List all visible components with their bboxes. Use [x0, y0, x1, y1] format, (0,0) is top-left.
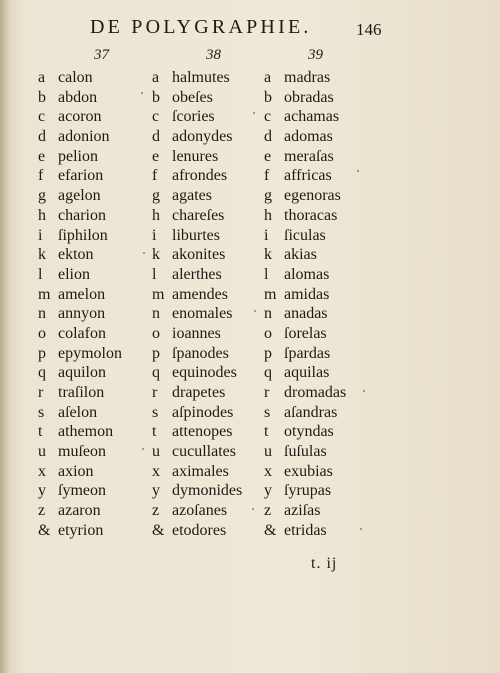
cipher-word: etodores: [172, 521, 227, 539]
cipher-row: [152, 442, 242, 462]
cipher-row: [152, 383, 242, 403]
row-letter: h: [152, 206, 160, 224]
cipher-word: axion: [58, 462, 94, 480]
cipher-row: [152, 147, 242, 167]
cipher-row: [264, 462, 346, 482]
cipher-row: [264, 344, 346, 364]
row-letter: g: [38, 187, 46, 205]
cipher-row: [38, 206, 122, 226]
cipher-word: athemon: [58, 423, 114, 441]
cipher-word: ſuſulas: [284, 443, 327, 461]
column-number-37: 37: [94, 47, 109, 63]
cipher-row: [38, 186, 122, 206]
row-letter: f: [264, 167, 270, 185]
row-letter: &: [38, 521, 51, 539]
cipher-word: dymonides: [172, 482, 243, 500]
row-letter: n: [264, 305, 272, 323]
row-letter: y: [264, 482, 272, 500]
cipher-row: [264, 501, 346, 521]
row-letter: z: [264, 502, 272, 520]
cipher-word: akias: [284, 246, 317, 264]
cipher-word: agates: [172, 187, 212, 205]
cipher-row: [152, 501, 242, 521]
cipher-row: [264, 147, 346, 167]
cipher-row: [264, 127, 346, 147]
row-letter: r: [264, 384, 270, 401]
cipher-word: exubias: [284, 462, 333, 480]
cipher-word: ſiphilon: [58, 226, 108, 244]
cipher-row: [38, 501, 122, 521]
cipher-row: [38, 521, 122, 541]
cipher-word: ſcories: [172, 108, 215, 126]
cipher-row: [38, 68, 122, 88]
cipher-word: equinodes: [172, 364, 237, 382]
row-letter: u: [152, 443, 160, 461]
cipher-word: ſpanodes: [172, 344, 229, 362]
cipher-row: [264, 107, 346, 127]
row-letter: i: [152, 226, 157, 244]
cipher-row: [264, 68, 346, 88]
row-letter: h: [38, 206, 46, 224]
cipher-word: aſandras: [284, 403, 338, 421]
cipher-word: adomas: [284, 128, 333, 146]
cipher-word: adonion: [58, 128, 110, 146]
cipher-word: aquilon: [58, 364, 106, 382]
row-letter: o: [264, 324, 272, 342]
cipher-row: [264, 383, 346, 403]
row-letter: o: [38, 324, 46, 342]
row-letter: s: [152, 403, 159, 421]
cipher-row: [38, 127, 122, 147]
cipher-word: aximales: [172, 462, 229, 480]
row-letter: s: [264, 403, 271, 421]
row-letter: e: [264, 147, 272, 165]
cipher-word: halmutes: [172, 69, 230, 86]
cipher-word: aquilas: [284, 364, 330, 382]
cipher-row: [264, 422, 346, 442]
cipher-row: [152, 88, 242, 108]
cipher-row: [38, 304, 122, 324]
cipher-row: [264, 403, 346, 423]
cipher-row: [152, 206, 242, 226]
row-letter: l: [152, 265, 157, 283]
cipher-row: [264, 88, 346, 108]
row-letter: x: [152, 462, 160, 480]
row-letter: g: [152, 187, 160, 205]
row-letter: d: [38, 128, 46, 146]
cipher-word: ioannes: [172, 324, 221, 342]
row-letter: u: [38, 443, 46, 461]
cipher-word: ſyrupas: [284, 482, 332, 500]
cipher-word: aziſas: [284, 502, 321, 520]
row-letter: q: [152, 364, 160, 382]
row-letter: l: [264, 265, 269, 283]
cipher-row: [152, 324, 242, 344]
row-letter: b: [264, 88, 272, 106]
cipher-row: [264, 206, 346, 226]
cipher-word: liburtes: [172, 226, 220, 244]
row-letter: m: [264, 285, 277, 303]
cipher-row: [264, 226, 346, 246]
cipher-word: chareſes: [172, 206, 225, 224]
cipher-word: adonydes: [172, 128, 233, 146]
row-letter: h: [264, 206, 272, 224]
cipher-row: [152, 462, 242, 482]
cipher-word: enomales: [172, 305, 233, 323]
cipher-row: [38, 245, 122, 265]
cipher-row: [152, 265, 242, 285]
page-number: 146: [356, 20, 382, 39]
cipher-word: alerthes: [172, 265, 222, 283]
cipher-row: [38, 285, 122, 305]
cipher-row: [152, 166, 242, 186]
cipher-word: dromadas: [284, 384, 347, 401]
row-letter: d: [264, 128, 272, 146]
cipher-row: [264, 363, 346, 383]
cipher-word: madras: [284, 69, 331, 86]
row-letter: o: [152, 324, 160, 342]
row-letter: m: [38, 285, 51, 303]
row-letter: p: [264, 344, 272, 362]
row-letter: k: [38, 246, 46, 264]
cipher-row: [264, 245, 346, 265]
row-letter: g: [264, 187, 272, 205]
cipher-word: ekton: [58, 246, 94, 264]
cipher-word: thoracas: [284, 206, 338, 224]
row-letter: d: [152, 128, 160, 146]
row-letter: a: [38, 69, 46, 86]
row-letter: y: [38, 482, 46, 500]
cipher-row: [152, 245, 242, 265]
row-letter: f: [38, 167, 44, 185]
cipher-row: [38, 422, 122, 442]
row-letter: x: [264, 462, 272, 480]
row-letter: z: [38, 502, 46, 520]
cipher-word: drapetes: [172, 384, 226, 401]
cipher-row: [38, 383, 122, 403]
cipher-row: [152, 304, 242, 324]
row-letter: p: [38, 344, 46, 362]
catchword-signature: t. ij: [311, 555, 338, 572]
cipher-row: [264, 186, 346, 206]
row-letter: l: [38, 265, 43, 283]
row-letter: c: [38, 108, 46, 126]
cipher-word: charion: [58, 206, 106, 224]
row-letter: u: [264, 443, 272, 461]
row-letter: m: [152, 285, 165, 303]
cipher-column-39: [264, 68, 346, 541]
cipher-word: aſelon: [58, 403, 98, 421]
cipher-row: [152, 422, 242, 442]
cipher-word: ſiculas: [284, 226, 326, 244]
cipher-row: [38, 442, 122, 462]
cipher-row: [264, 285, 346, 305]
cipher-row: [38, 363, 122, 383]
row-letter: c: [264, 108, 272, 126]
cipher-row: [264, 304, 346, 324]
cipher-word: obradas: [284, 88, 334, 106]
row-letter: &: [152, 521, 165, 539]
cipher-row: [152, 226, 242, 246]
row-letter: f: [152, 167, 158, 185]
cipher-row: [152, 285, 242, 305]
cipher-row: [264, 521, 346, 541]
cipher-word: elion: [58, 265, 90, 283]
row-letter: t: [38, 423, 43, 441]
row-letter: &: [264, 521, 277, 539]
cipher-word: annyon: [58, 305, 106, 323]
column-number-38: 38: [206, 47, 221, 63]
cipher-word: etyrion: [58, 521, 104, 539]
cipher-word: acoron: [58, 108, 102, 126]
row-letter: a: [152, 69, 160, 86]
cipher-word: etridas: [284, 521, 327, 539]
cipher-row: [38, 265, 122, 285]
cipher-word: ſorelas: [284, 324, 327, 342]
cipher-word: colafon: [58, 324, 106, 342]
cipher-word: efarion: [58, 167, 104, 185]
row-letter: x: [38, 462, 46, 480]
cipher-word: muſeon: [58, 443, 106, 461]
cipher-row: [152, 127, 242, 147]
cipher-row: [152, 403, 242, 423]
cipher-row: [264, 481, 346, 501]
cipher-row: [152, 521, 242, 541]
cipher-word: obeſes: [172, 88, 213, 106]
cipher-word: lenures: [172, 147, 219, 165]
cipher-row: [38, 344, 122, 364]
cipher-word: afrondes: [172, 167, 228, 185]
cipher-row: [152, 481, 242, 501]
cipher-row: [38, 226, 122, 246]
cipher-word: pelion: [58, 147, 98, 165]
cipher-word: aſpinodes: [172, 403, 234, 421]
cipher-row: [38, 324, 122, 344]
cipher-word: egenoras: [284, 187, 341, 205]
column-number-39: 39: [308, 47, 323, 63]
row-letter: p: [152, 344, 160, 362]
cipher-row: [264, 166, 346, 186]
row-letter: y: [152, 482, 160, 500]
cipher-word: ſpardas: [284, 344, 331, 362]
cipher-word: agelon: [58, 187, 101, 205]
row-letter: k: [264, 246, 272, 264]
cipher-row: [38, 107, 122, 127]
cipher-row: [38, 481, 122, 501]
cipher-row: [264, 324, 346, 344]
cipher-row: [38, 403, 122, 423]
row-letter: e: [38, 147, 46, 165]
cipher-row: [38, 166, 122, 186]
row-letter: s: [38, 403, 45, 421]
row-letter: b: [152, 88, 160, 106]
row-letter: b: [38, 88, 46, 106]
cipher-row: [38, 88, 122, 108]
cipher-word: alomas: [284, 265, 330, 283]
cipher-word: azaron: [58, 502, 101, 520]
cipher-word: affricas: [284, 167, 332, 185]
row-letter: a: [264, 69, 272, 86]
cipher-word: calon: [58, 69, 93, 86]
cipher-word: attenopes: [172, 423, 233, 441]
cipher-word: epymolon: [58, 344, 122, 362]
cipher-word: ſymeon: [58, 482, 106, 500]
cipher-word: amelon: [58, 285, 106, 303]
row-letter: q: [264, 364, 272, 382]
cipher-word: anadas: [284, 305, 328, 323]
row-letter: k: [152, 246, 160, 264]
row-letter: z: [152, 502, 160, 520]
cipher-row: [152, 68, 242, 88]
row-letter: i: [38, 226, 43, 244]
cipher-column-38: [152, 68, 242, 541]
row-letter: r: [152, 384, 158, 401]
cipher-word: achamas: [284, 108, 340, 126]
cipher-word: traſilon: [58, 384, 105, 401]
cipher-word: otyndas: [284, 423, 334, 441]
row-letter: c: [152, 108, 160, 126]
cipher-word: abdon: [58, 88, 98, 106]
row-letter: i: [264, 226, 269, 244]
row-letter: n: [152, 305, 160, 323]
cipher-row: [152, 186, 242, 206]
row-letter: t: [152, 423, 157, 441]
row-letter: r: [38, 384, 44, 401]
row-letter: e: [152, 147, 160, 165]
gutter-shadow: [0, 0, 10, 673]
running-head: DE POLYGRAPHIE.: [90, 16, 312, 38]
cipher-row: [38, 147, 122, 167]
cipher-word: meraſas: [284, 147, 334, 165]
cipher-row: [264, 265, 346, 285]
row-letter: q: [38, 364, 46, 382]
cipher-word: amidas: [284, 285, 330, 303]
cipher-row: [152, 344, 242, 364]
cipher-row: [264, 442, 346, 462]
cipher-word: cucullates: [172, 443, 236, 461]
cipher-column-37: [38, 68, 122, 541]
row-letter: n: [38, 305, 46, 323]
cipher-row: [38, 462, 122, 482]
cipher-row: [152, 363, 242, 383]
cipher-word: azoſanes: [172, 502, 228, 520]
cipher-word: amendes: [172, 285, 228, 303]
cipher-word: akonites: [172, 246, 226, 264]
cipher-row: [152, 107, 242, 127]
row-letter: t: [264, 423, 269, 441]
